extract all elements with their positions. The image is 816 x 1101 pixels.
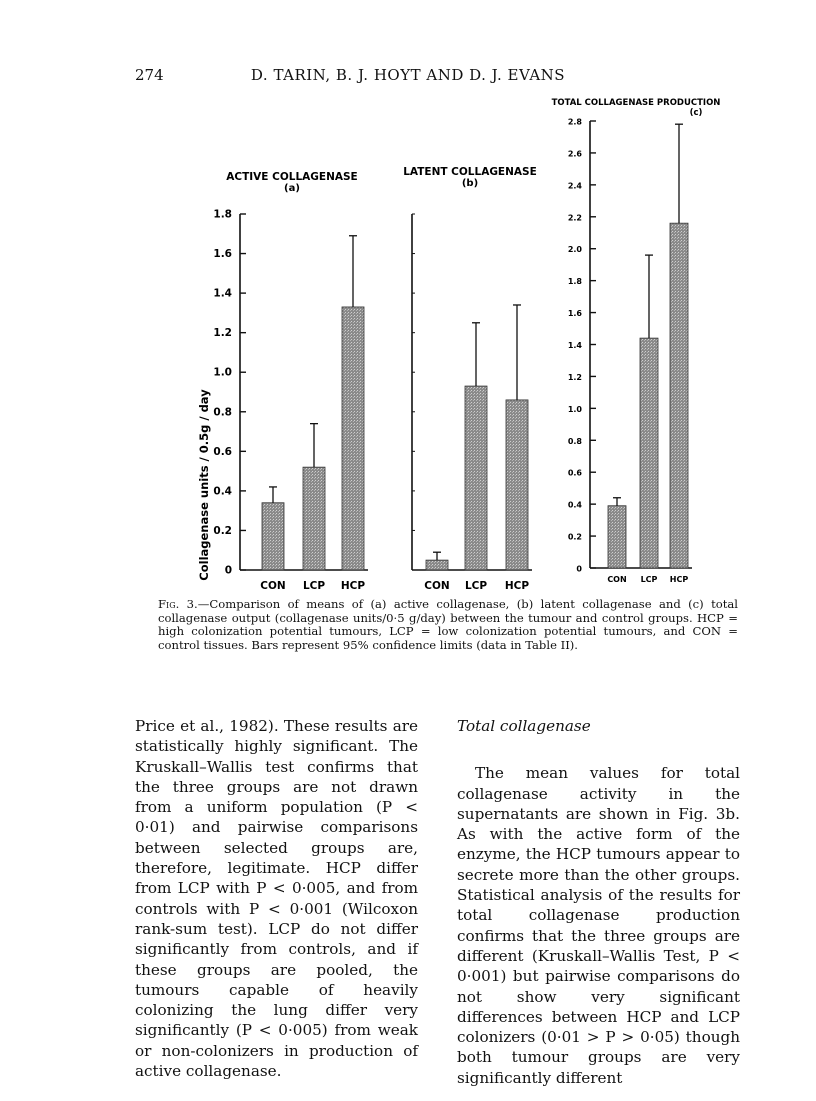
y-tick-label-c: 0.2 [567, 532, 582, 542]
y-tick-label-c: 2.6 [567, 149, 582, 159]
chart-subtitle-b: (b) [461, 178, 479, 189]
chart-title-a: ACTIVE COLLAGENASE [226, 171, 358, 183]
right-column-text: The mean values for total collagenase activity in the supernatants are shown in Fig. 3b. As with the active form of the enzyme, the HCP tumours appear to secrete more than the other groups. Statistical analysis of the results for total collagenase production confirms that the three groups are different (Kruskall–Wallis Test, P < 0·001) but pairwise comparisons do not show very significant differences between HCP and LCP colonizers (0·01 > P > 0·05) though both tumour groups are very significantly different [457, 764, 740, 1087]
y-tick-label-a: 1.4 [213, 287, 232, 300]
y-tick-label-a: 0.8 [213, 406, 232, 419]
y-tick-label-a: 1.2 [213, 327, 232, 340]
panel-b-latent-collagenase [403, 166, 537, 592]
y-tick-label-c: 1.8 [567, 277, 582, 287]
y-tick-label-a: 0.4 [213, 485, 232, 498]
category-label-a-con: CON [260, 580, 286, 592]
right-column [457, 716, 740, 1088]
chart-subtitle-c: (c) [689, 108, 703, 118]
running-head-authors: D. TARIN, B. J. HOYT AND D. J. EVANS [250, 66, 566, 84]
bar-c-hcp [670, 223, 688, 568]
y-tick-label-a: 1.8 [213, 208, 232, 221]
panel-a-active-collagenase [213, 171, 368, 592]
chart-title-c: TOTAL COLLAGENASE PRODUCTION [551, 98, 721, 108]
chart-title-b: LATENT COLLAGENASE [403, 166, 537, 178]
bar-a-lcp [303, 467, 325, 570]
category-label-c-con: CON [607, 575, 627, 584]
y-tick-label-c: 2.8 [567, 117, 582, 127]
panel-c-total-collagenase [552, 98, 721, 584]
y-tick-label-c: 1.2 [567, 372, 582, 382]
category-label-b-con: CON [424, 580, 450, 592]
chart-subtitle-a: (a) [284, 183, 300, 194]
page-number: 274 [135, 66, 164, 84]
y-tick-label-a: 0.6 [213, 445, 232, 458]
bar-c-lcp [640, 338, 658, 568]
y-tick-label-c: 0.8 [567, 436, 582, 446]
y-tick-label-c: 1.4 [567, 341, 582, 350]
y-tick-label-c: 0 [576, 564, 582, 574]
caption-label: Fig. 3. [158, 597, 198, 611]
page-header [0, 66, 816, 90]
y-tick-label-c: 2.4 [567, 181, 582, 191]
left-column [135, 716, 418, 1081]
category-label-a-hcp: HCP [340, 580, 366, 592]
y-tick-label-c: 1.6 [567, 309, 582, 319]
y-tick-label-a: 0 [224, 564, 232, 577]
figure-caption [158, 598, 738, 652]
y-tick-label-a: 1.6 [213, 248, 232, 261]
y-axis-label: Collagenase units / 0.5g / day [197, 389, 211, 581]
bar-c-con [608, 506, 626, 568]
category-label-b-hcp: HCP [504, 580, 530, 592]
figure-3 [0, 90, 816, 595]
category-label-c-lcp: LCP [640, 575, 658, 584]
bar-b-lcp [465, 386, 487, 570]
bar-b-con [426, 560, 448, 570]
y-tick-label-a: 1.0 [213, 366, 232, 379]
bar-a-hcp [342, 307, 364, 570]
y-tick-label-c: 2.2 [567, 213, 582, 223]
bar-b-hcp [506, 400, 528, 570]
caption-text: —Comparison of means of (a) active collagenase, (b) latent collagenase and (c) total collagenase output (collagenase units/0·5 g/day) between the tumour and control groups. HCP = high colonization potential tumours, LCP = low colonization potential tumours, and CON = control tissues. Bars represent 95% confidence limits (data in Table II). [158, 597, 738, 652]
y-tick-label-c: 0.6 [567, 468, 582, 478]
section-title: Total collagenase [457, 717, 591, 735]
bar-a-con [262, 503, 284, 570]
y-tick-label-c: 1.0 [567, 404, 582, 414]
y-tick-label-c: 0.4 [567, 500, 582, 510]
left-column-text: Price et al., 1982). These results are statistically highly significant. The Kruskall–Wallis test confirms that the three groups are not drawn from a uniform population (P < 0·01) and pairwise comparisons between selected groups are, therefore, legitimate. HCP differ from LCP with P < 0·005, and from controls with P < 0·001 (Wilcoxon rank-sum test). LCP do not differ significantly from controls, and if these groups are pooled, the tumours capable of heavily colonizing the lung differ very significantly (P < 0·005) from weak or non-colonizers in production of active collagenase. [135, 717, 418, 1081]
y-tick-label-c: 2.0 [567, 245, 582, 255]
category-label-c-hcp: HCP [669, 575, 689, 584]
category-label-b-lcp: LCP [464, 580, 488, 592]
y-tick-label-a: 0.2 [213, 524, 232, 537]
category-label-a-lcp: LCP [302, 580, 326, 592]
